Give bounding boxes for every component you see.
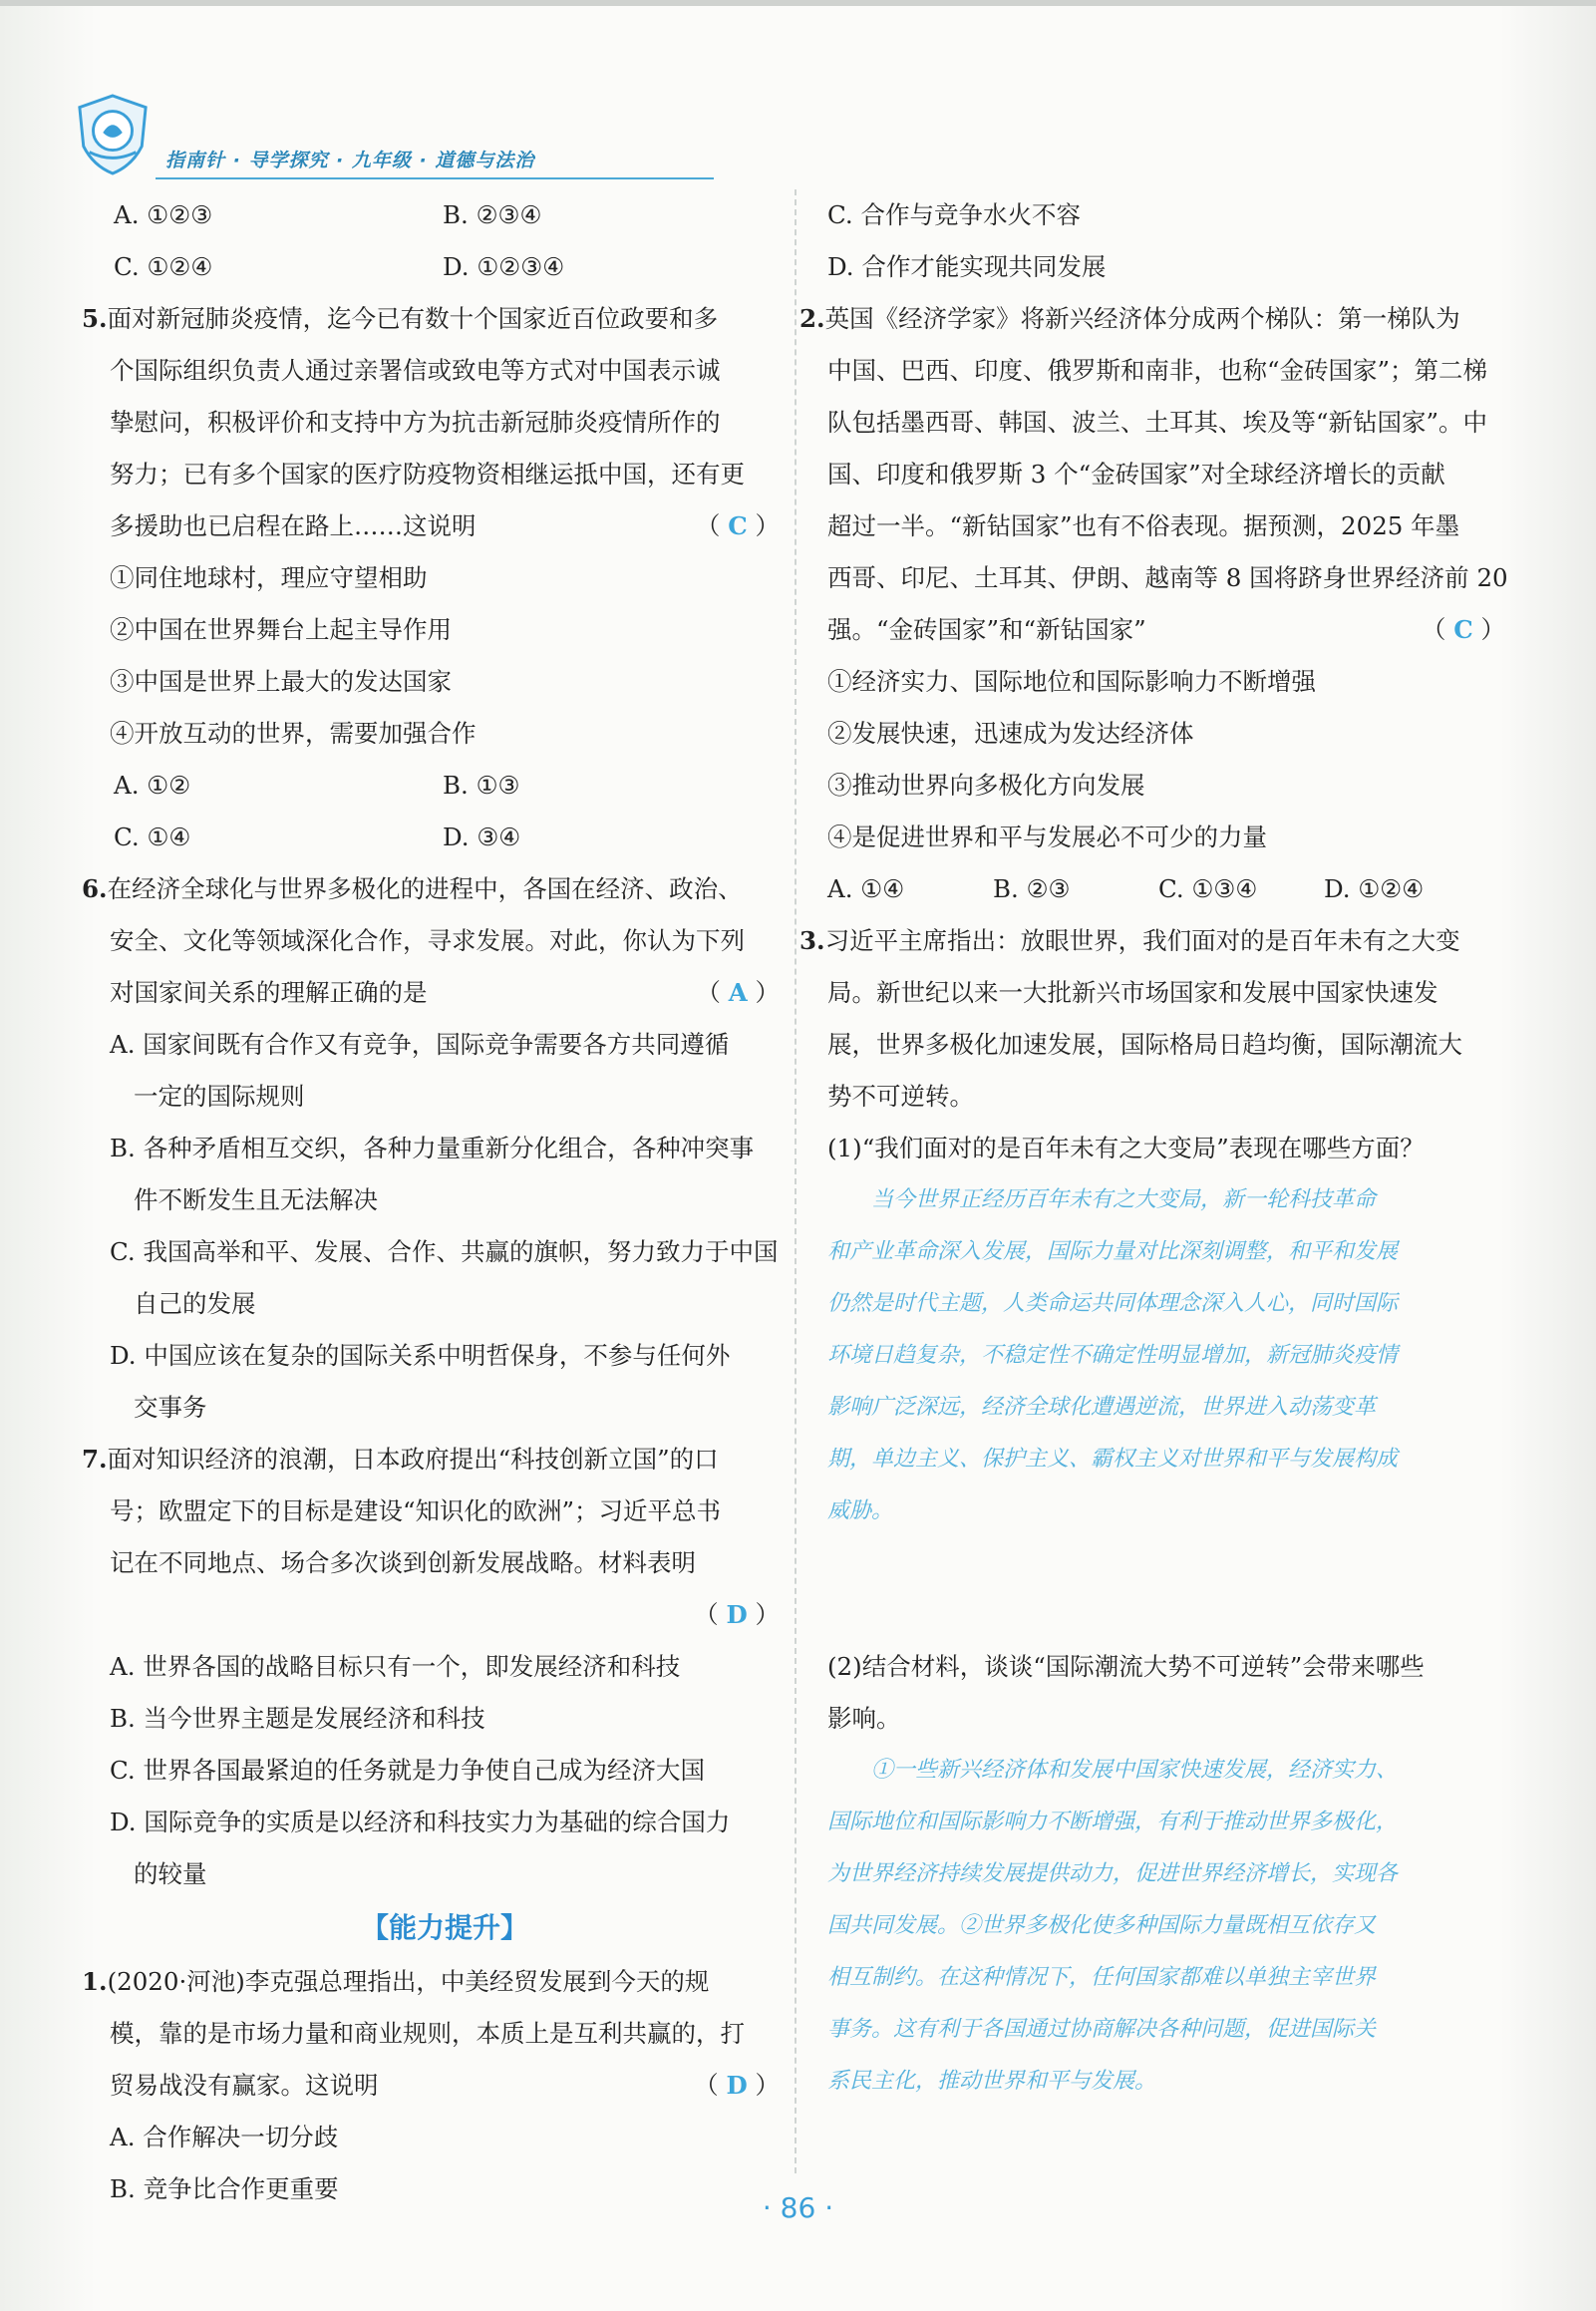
answer-bracket: （ C ） bbox=[1421, 615, 1505, 644]
scan-edge bbox=[0, 0, 1596, 6]
option-a: C. ①②④ bbox=[114, 252, 213, 281]
option-a: A. ①②③ bbox=[114, 200, 213, 229]
text: 对国家间关系的理解正确的是 bbox=[110, 978, 428, 1007]
left-column bbox=[82, 189, 780, 2215]
text-line bbox=[110, 1278, 780, 1330]
text-line bbox=[110, 708, 780, 760]
text: 记在不同地点、场合多次谈到创新发展战略。材料表明 bbox=[110, 1548, 696, 1577]
option-row bbox=[110, 189, 780, 241]
question-line bbox=[82, 1434, 780, 1486]
question-number: 3. bbox=[799, 926, 825, 955]
text-line bbox=[110, 345, 780, 397]
text: ②发展快速，迅速成为发达经济体 bbox=[827, 719, 1194, 748]
text-line bbox=[827, 500, 1505, 552]
handwritten-answer-line: 期，单边主义、保护主义、霸权主义对世界和平与发展构成 bbox=[827, 1447, 1399, 1472]
handwritten-answer-line: 系民主化，推动世界和平与发展。 bbox=[827, 2069, 1157, 2094]
text: D. 中国应该在复杂的国际关系中明哲保身，不参与任何外 bbox=[110, 1341, 731, 1370]
text-line bbox=[110, 1486, 780, 1537]
answer-letter: D bbox=[726, 1600, 748, 1629]
text: 国、印度和俄罗斯 3 个“金砖国家”对全球经济增长的贡献 bbox=[827, 460, 1445, 489]
header-subtitle: 指南针 · 导学探究 · 九年级 · 道德与法治 bbox=[165, 150, 535, 171]
text-line bbox=[110, 967, 780, 1019]
text-line bbox=[110, 1848, 780, 1900]
text: A. 国家间既有合作又有竞争，国际竞争需要各方共同遵循 bbox=[110, 1030, 730, 1059]
text: 努力；已有多个国家的医疗防疫物资相继运抵中国，还有更 bbox=[110, 460, 745, 489]
text-line bbox=[827, 1641, 1505, 1693]
blank-line bbox=[827, 1537, 1505, 1589]
text-line bbox=[110, 1123, 780, 1174]
text: D. 国际竞争的实质是以经济和科技实力为基础的综合国力 bbox=[110, 1808, 731, 1836]
handwritten-answer-line: 为世界经济持续发展提供动力，促进世界经济增长，实现各 bbox=[827, 1861, 1399, 1886]
text-line bbox=[110, 2008, 780, 2060]
text-line bbox=[827, 1071, 1505, 1123]
text-line bbox=[827, 812, 1505, 863]
option-b: B. ①③ bbox=[443, 771, 520, 800]
option-a: A. ①④ bbox=[827, 874, 905, 903]
text-line bbox=[110, 1745, 780, 1797]
header-rule bbox=[156, 177, 714, 179]
text-line bbox=[110, 915, 780, 967]
text-line bbox=[110, 604, 780, 656]
text: D. 合作才能实现共同发展 bbox=[827, 252, 1107, 281]
right-column bbox=[799, 189, 1508, 2108]
text: 队包括墨西哥、韩国、波兰、土耳其、埃及等“新钻国家”。中 bbox=[827, 408, 1488, 437]
text: 交事务 bbox=[134, 1393, 207, 1422]
text: 影响。 bbox=[827, 1704, 901, 1733]
text-line bbox=[110, 1330, 780, 1382]
text: ③推动世界向多极化方向发展 bbox=[827, 771, 1145, 800]
text-line bbox=[110, 1641, 780, 1693]
text: 中国、巴西、印度、俄罗斯和南非，也称“金砖国家”；第二梯 bbox=[827, 356, 1488, 385]
option-c: C. ①③④ bbox=[1158, 874, 1258, 903]
section-title: 【能力提升】 bbox=[360, 1911, 528, 1944]
text: (1)“我们面对的是百年未有之大变局”表现在哪些方面？ bbox=[827, 1134, 1425, 1162]
text: ①经济实力、国际地位和国际影响力不断增强 bbox=[827, 667, 1316, 696]
text-line bbox=[110, 2060, 780, 2112]
text-line bbox=[110, 500, 780, 552]
handwritten-answer-line: 国际地位和国际影响力不断增强，有利于推动世界多极化， bbox=[827, 1810, 1399, 1834]
question-number: 6. bbox=[82, 874, 108, 903]
answer-letter: A bbox=[728, 978, 748, 1007]
handwritten-answer-line: 国共同发展。②世界多极化使多种国际力量既相互依存又 bbox=[827, 1913, 1377, 1938]
text-line bbox=[827, 552, 1508, 604]
question-text: 面对知识经济的浪潮，日本政府提出“科技创新立国”的口 bbox=[107, 1445, 719, 1474]
option-b: B. ②③④ bbox=[443, 200, 542, 229]
text-line bbox=[110, 1071, 780, 1123]
option-d: D. ①②④ bbox=[1324, 874, 1425, 903]
text: ②中国在世界舞台上起主导作用 bbox=[110, 615, 452, 644]
text-line bbox=[110, 397, 780, 449]
question-text: 习近平主席指出：放眼世界，我们面对的是百年未有之大变 bbox=[824, 926, 1460, 955]
option-row bbox=[110, 760, 780, 812]
text: 势不可逆转。 bbox=[827, 1082, 974, 1111]
handwritten-answer-line: 影响广泛深远，经济全球化遭遇逆流，世界进入动荡变革 bbox=[827, 1395, 1377, 1420]
text: 展，世界多极化加速发展，国际格局日趋均衡，国际潮流大 bbox=[827, 1030, 1462, 1059]
option-b: D. ③④ bbox=[443, 823, 521, 851]
text: 一定的国际规则 bbox=[134, 1082, 305, 1111]
text: 号；欧盟定下的目标是建设“知识化的欧洲”；习近平总书 bbox=[110, 1496, 722, 1525]
text: 安全、文化等领域深化合作，寻求发展。对此，你认为下列 bbox=[110, 926, 745, 955]
text: 强。“金砖国家”和“新钻国家” bbox=[827, 615, 1146, 644]
text-line bbox=[827, 656, 1505, 708]
question-text: 面对新冠肺炎疫情，迄今已有数十个国家近百位政要和多 bbox=[107, 304, 719, 333]
option-row bbox=[827, 863, 1505, 915]
handwritten-answer-line: 和产业革命深入发展，国际力量对比深刻调整，和平和发展 bbox=[827, 1239, 1399, 1264]
logo-icon bbox=[74, 92, 152, 175]
answer-bracket: （ A ） bbox=[696, 978, 780, 1007]
option-row bbox=[110, 812, 780, 863]
text: (2)结合材料，谈谈“国际潮流大势不可逆转”会带来哪些 bbox=[827, 1652, 1425, 1681]
text: 自己的发展 bbox=[134, 1289, 256, 1318]
text-line bbox=[110, 1797, 780, 1848]
handwritten-answer-line: 当今世界正经历百年未有之大变局，新一轮科技革命 bbox=[827, 1187, 1377, 1212]
text-line bbox=[827, 449, 1505, 500]
text-line bbox=[827, 1693, 1505, 1745]
text: 模，靠的是市场力量和商业规则，本质上是互利共赢的，打 bbox=[110, 2019, 745, 2048]
handwritten-answer-line: 事务。这有利于各国通过协商解决各种问题，促进国际关 bbox=[827, 2017, 1377, 2042]
page-header bbox=[70, 88, 638, 183]
text: B. 各种矛盾相互交织，各种力量重新分化组合，各种冲突事 bbox=[110, 1134, 755, 1162]
question-number: 2. bbox=[799, 304, 825, 333]
text-line bbox=[827, 1019, 1505, 1071]
handwritten-answer-line: 威胁。 bbox=[827, 1498, 894, 1523]
column-divider bbox=[795, 189, 797, 2173]
text-line bbox=[827, 345, 1505, 397]
question-text: (2020·河池)李克强总理指出，中美经贸发展到今天的规 bbox=[107, 1967, 710, 1996]
text-line bbox=[827, 189, 1505, 241]
question-line bbox=[799, 293, 1505, 345]
text-line bbox=[827, 967, 1505, 1019]
question-text: 英国《经济学家》将新兴经济体分成两个梯队：第一梯队为 bbox=[824, 304, 1460, 333]
text: 多援助也已启程在路上……这说明 bbox=[110, 511, 477, 540]
option-b: D. ①②③④ bbox=[443, 252, 565, 281]
answer-bracket: （ D ） bbox=[694, 1600, 780, 1629]
text-line bbox=[827, 708, 1505, 760]
question-line bbox=[82, 863, 780, 915]
option-a: C. ①④ bbox=[114, 823, 191, 851]
text: A. 合作解决一切分歧 bbox=[110, 2123, 339, 2151]
option-a: A. ①② bbox=[114, 771, 191, 800]
question-line bbox=[82, 293, 780, 345]
text-line bbox=[110, 1226, 780, 1278]
text-line bbox=[110, 656, 780, 708]
question-number: 7. bbox=[82, 1445, 108, 1474]
text-line bbox=[827, 397, 1505, 449]
text: B. 竞争比合作更重要 bbox=[110, 2174, 339, 2203]
option-row bbox=[110, 241, 780, 293]
text: 个国际组织负责人通过亲署信或致电等方式对中国表示诚 bbox=[110, 356, 721, 385]
handwritten-answer-line: 仍然是时代主题，人类命运共同体理念深入人心，同时国际 bbox=[827, 1291, 1399, 1316]
text: ④是促进世界和平与发展必不可少的力量 bbox=[827, 823, 1267, 851]
answer-letter: C bbox=[1453, 615, 1473, 644]
text-line bbox=[827, 241, 1505, 293]
question-line bbox=[799, 915, 1505, 967]
text-line bbox=[110, 1382, 780, 1434]
text: B. 当今世界主题是发展经济和科技 bbox=[110, 1704, 485, 1733]
text: 的较量 bbox=[134, 1859, 207, 1888]
text: 件不断发生且无法解决 bbox=[134, 1185, 378, 1214]
handwritten-answer-line: 环境日趋复杂，不稳定性不确定性明显增加，新冠肺炎疫情 bbox=[827, 1343, 1399, 1368]
handwritten-answer-line: 相互制约。在这种情况下，任何国家都难以单独主宰世界 bbox=[827, 1965, 1377, 1990]
text: 西哥、印尼、土耳其、伊朗、越南等 8 国将跻身世界经济前 20 bbox=[827, 563, 1508, 592]
text: ③中国是世界上最大的发达国家 bbox=[110, 667, 452, 696]
text-line bbox=[827, 604, 1505, 656]
text-line bbox=[110, 1537, 780, 1589]
question-number: 1. bbox=[82, 1967, 108, 1996]
page-number: · 86 · bbox=[762, 2191, 834, 2224]
text-line bbox=[110, 2112, 780, 2163]
answer-letter: C bbox=[728, 511, 748, 540]
text-line bbox=[110, 1589, 780, 1641]
text-line bbox=[110, 1693, 780, 1745]
text: 超过一半。“新钻国家”也有不俗表现。据预测，2025 年墨 bbox=[827, 511, 1460, 540]
answer-bracket: （ D ） bbox=[694, 2071, 780, 2100]
text-line bbox=[110, 449, 780, 500]
answer-bracket: （ C ） bbox=[695, 511, 780, 540]
text: 贸易战没有赢家。这说明 bbox=[110, 2071, 379, 2100]
text: C. 世界各国最紧迫的任务就是力争使自己成为经济大国 bbox=[110, 1756, 705, 1785]
question-line bbox=[82, 1956, 780, 2008]
text: C. 我国高举和平、发展、合作、共赢的旗帜，努力致力于中国 bbox=[110, 1237, 779, 1266]
text-line bbox=[827, 760, 1505, 812]
question-text: 在经济全球化与世界多极化的进程中，各国在经济、政治、 bbox=[107, 874, 743, 903]
text-line bbox=[110, 1174, 780, 1226]
text-line bbox=[827, 1123, 1505, 1174]
text-line bbox=[110, 1019, 780, 1071]
text-line bbox=[110, 552, 780, 604]
handwritten-answer-line: ①一些新兴经济体和发展中国家快速发展，经济实力、 bbox=[827, 1758, 1399, 1783]
text: A. 世界各国的战略目标只有一个，即发展经济和科技 bbox=[110, 1652, 681, 1681]
option-b: B. ②③ bbox=[993, 874, 1071, 903]
blank-line bbox=[827, 1589, 1505, 1641]
text: 局。新世纪以来一大批新兴市场国家和发展中国家快速发 bbox=[827, 978, 1438, 1007]
text: C. 合作与竞争水火不容 bbox=[827, 200, 1081, 229]
question-number: 5. bbox=[82, 304, 108, 333]
answer-letter: D bbox=[726, 2071, 748, 2100]
text: 挚慰问，积极评价和支持中方为抗击新冠肺炎疫情所作的 bbox=[110, 408, 721, 437]
text: ①同住地球村，理应守望相助 bbox=[110, 563, 428, 592]
text: ④开放互动的世界，需要加强合作 bbox=[110, 719, 477, 748]
